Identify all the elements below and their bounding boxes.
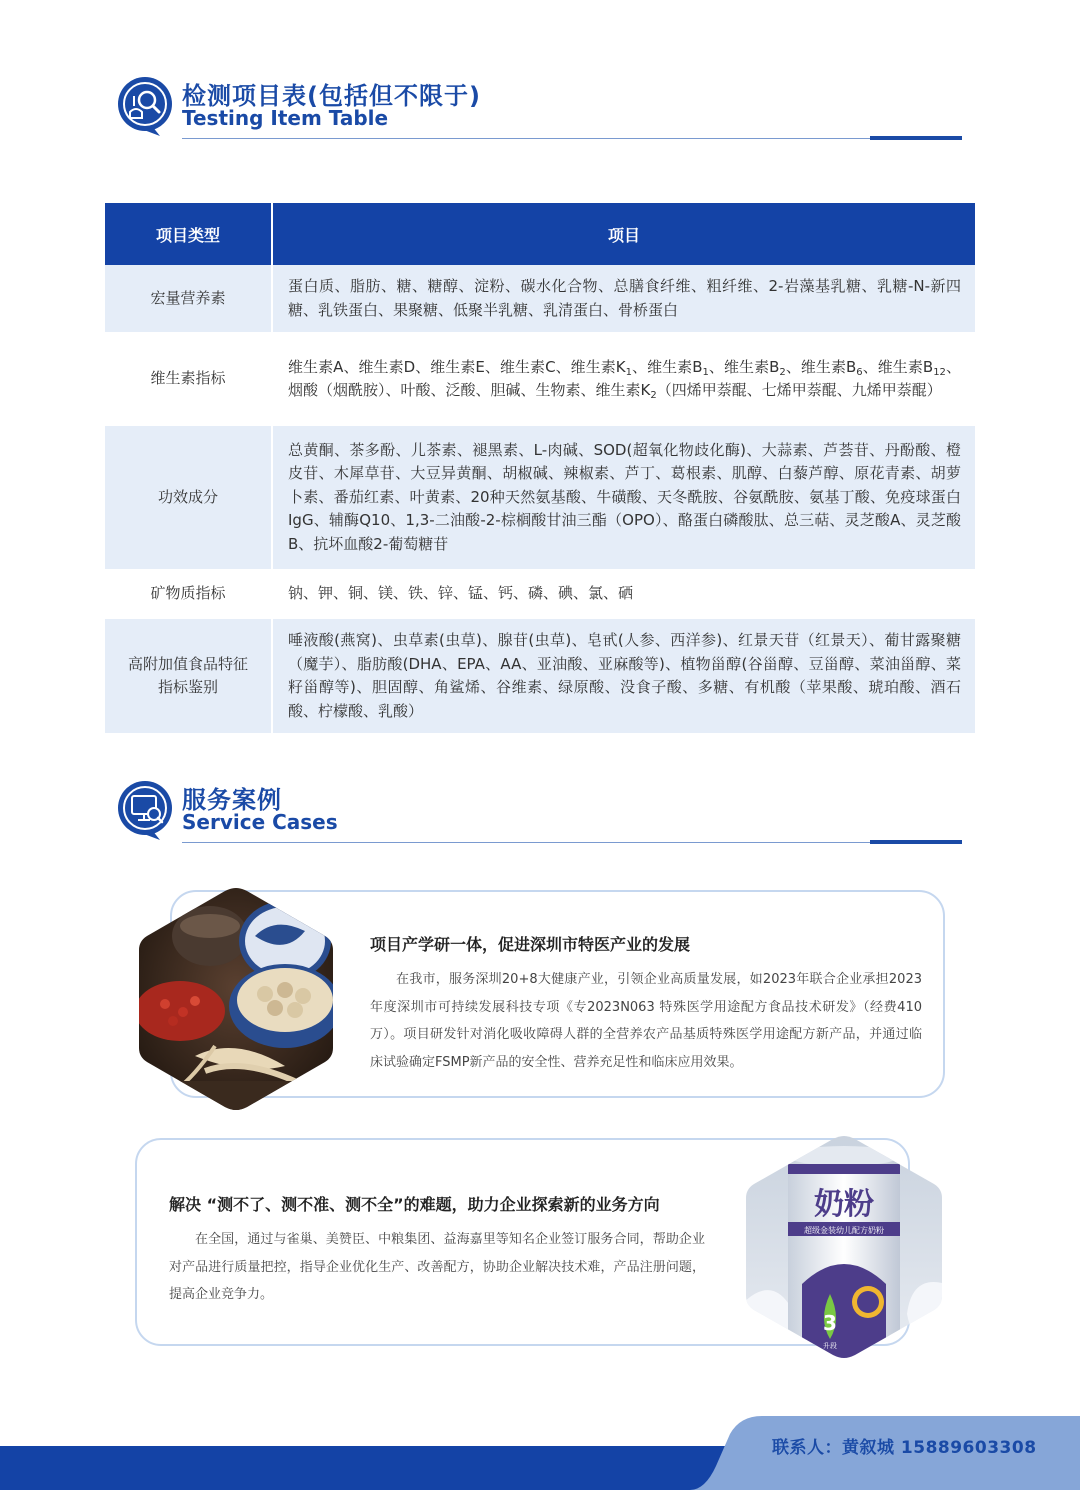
- subscript: 1: [625, 366, 632, 378]
- section-title-cn: 检测项目表(包括但不限于): [182, 82, 481, 110]
- subscript: 1: [702, 366, 709, 378]
- can-label-big: 奶粉: [814, 1187, 874, 1222]
- section-header-testing: [116, 76, 962, 146]
- case-title: 解决 “测不了、测不准、测不全”的难题，助力企业探索新的业务方向: [169, 1195, 660, 1214]
- case-body: 在全国，通过与雀巢、美赞臣、中粮集团、益海嘉里等知名企业签订服务合同，帮助企业对产品进行质量把控，指导企业优化生产、改善配方，协助企业解决技术难，产品注册问题，提高企业竞争力。: [169, 1232, 705, 1302]
- section-title-cn: 服务案例: [182, 786, 282, 814]
- vitamin-text: 、维生素B: [708, 357, 780, 376]
- section-title-en: Testing Item Table: [182, 106, 389, 130]
- row-type: 矿物质指标: [105, 569, 272, 619]
- table-row: [105, 569, 975, 619]
- table-row: [105, 426, 975, 569]
- case-body: 在我市，服务深圳20+8大健康产业，引领企业高质量发展，如2023年联合企业承担2023年度深圳市可持续发展科技专项《专2023N063 特殊医学用途配方食品技术研发》（经费410万）。项目研发针对消化吸收障碍人群的全营养农产品基质特殊医学用途配方新产品，并通过临床试验确定FSMP新产品的安全性、营养充足性和临床应用效果。: [370, 972, 922, 1070]
- subscript: 12: [933, 366, 946, 378]
- milk-powder-can-photo: [742, 1134, 946, 1360]
- section-divider-accent: [870, 136, 962, 140]
- table-header-row: [105, 203, 975, 265]
- row-items: 总黄酮、茶多酚、儿茶素、褪黑素、L-肉碱、SOD(超氧化物歧化酶)、大蒜素、芦荟苷、丹酚酸、橙皮苷、木犀草苷、大豆异黄酮、胡椒碱、辣椒素、芦丁、葛根素、肌醇、白藜芦醇、原花青素、胡萝卜素、番茄红素、叶黄素、20种天然氨基酸、牛磺酸、天冬酰胺、谷氨酰胺、氨基丁酸、免疫球蛋白IgG、辅酶Q10、1,3-二油酸-2-棕榈酸甘油三酯（OPO）、酪蛋白磷酸肽、总三萜、灵芝酸A、灵芝酸B、抗坏血酸2-葡萄糖苷: [272, 426, 975, 569]
- vitamin-text: 、烟酸（烟酰胺）、叶酸、泛酸、胆碱、生物素、维生素K: [288, 357, 961, 399]
- vitamin-text: （四烯甲萘醌、七烯甲萘醌、九烯甲萘醌）: [656, 381, 942, 399]
- subscript: 2: [779, 366, 786, 378]
- can-label-small: 超级金装幼儿配方奶粉: [804, 1226, 884, 1235]
- row-type: 宏量营养素: [105, 265, 272, 332]
- column-header-items: 项目: [272, 203, 975, 265]
- monitor-analysis-icon: [116, 780, 174, 840]
- row-type-line: 指标鉴别: [157, 678, 218, 696]
- row-items: 钠、钾、铜、镁、铁、锌、锰、钙、磷、碘、氯、硒: [272, 569, 975, 619]
- section-divider: [182, 138, 962, 139]
- can-stage-number: 3: [823, 1311, 837, 1335]
- row-items: 蛋白质、脂肪、糖、糖醇、淀粉、碳水化合物、总膳食纤维、粗纤维、2-岩藻基乳糖、乳糖-N-新四糖、乳铁蛋白、果聚糖、低聚半乳糖、乳清蛋白、骨桥蛋白: [272, 265, 975, 332]
- section-divider-accent: [870, 840, 962, 844]
- row-items: [272, 332, 975, 426]
- row-items: 唾液酸(燕窝)、虫草素(虫草)、腺苷(虫草)、皂甙(人参、西洋参)、红景天苷（红景天）、葡甘露聚糖（魔芋）、脂肪酸(DHA、EPA、AA、亚油酸、亚麻酸等)、植物甾醇(谷甾醇、豆甾醇、菜油甾醇、菜籽甾醇等)、胆固醇、角鲨烯、谷维素、绿原酸、没食子酸、多糖、有机酸（苹果酸、琥珀酸、酒石酸、柠檬酸、乳酸）: [272, 619, 975, 733]
- vitamin-text: 、维生素B: [785, 357, 857, 376]
- subscript: 6: [856, 366, 863, 378]
- case-title: 项目产学研一体，促进深圳市特医产业的发展: [370, 935, 691, 954]
- table-row: [105, 619, 975, 733]
- row-type: [105, 619, 272, 733]
- magnifier-lab-icon: [116, 76, 174, 136]
- can-stage-text: 升段: [823, 1342, 837, 1350]
- row-type: 维生素指标: [105, 332, 272, 426]
- table-row: [105, 265, 975, 332]
- table-row: [105, 332, 975, 426]
- section-title-en: Service Cases: [182, 810, 338, 834]
- herbal-medicine-photo: [135, 886, 337, 1112]
- testing-item-table: [105, 203, 975, 733]
- section-divider: [182, 842, 962, 843]
- vitamin-text: 维生素A、维生素D、维生素E、维生素C、维生素K: [288, 357, 626, 376]
- row-type: 功效成分: [105, 426, 272, 569]
- vitamin-text: 、维生素B: [862, 357, 934, 376]
- subscript: 2: [650, 390, 657, 401]
- section-header-cases: [116, 780, 962, 850]
- row-type-line: 高附加值食品特征: [127, 654, 248, 673]
- vitamin-text: 、维生素B: [632, 357, 703, 376]
- column-header-type: 项目类型: [105, 203, 272, 265]
- footer-contact: 联系人：黄叙城 15889603308: [772, 1438, 1037, 1458]
